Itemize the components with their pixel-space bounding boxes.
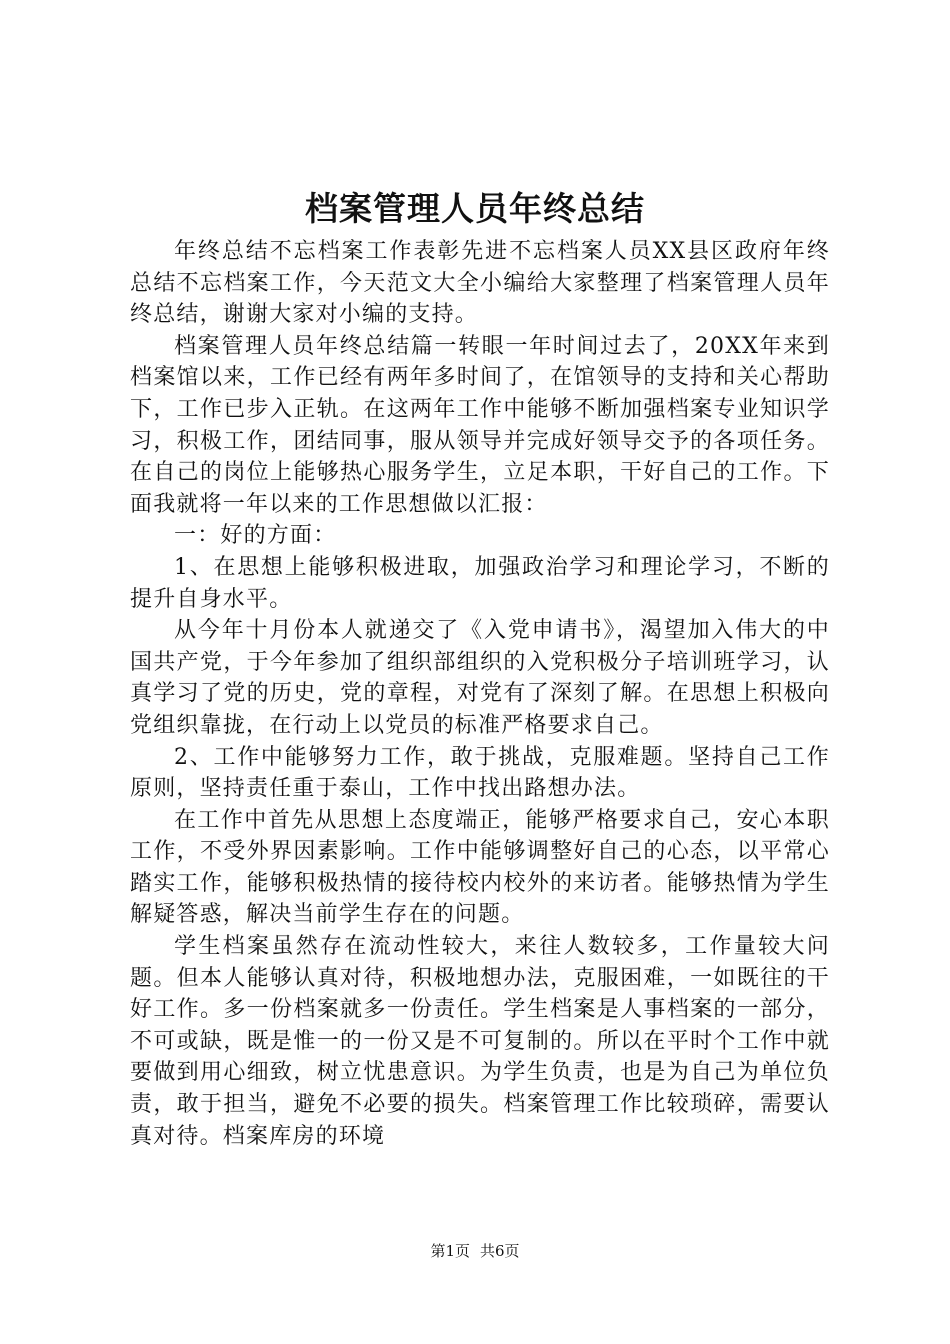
paragraph: 从今年十月份本人就递交了《入党申请书》，渴望加入伟大的中国共产党，于今年参加了组织部组织的入党积极分子培训班学习，认真学习了党的历史，党的章程，对党有了深刻了解。在思想上积极向党组织靠拢，在行动上以党员的标准严格要求自己。 [130, 618, 830, 738]
paragraph: 学生档案虽然存在流动性较大，来往人数较多，工作量较大问题。但本人能够认真对待，积极地想办法，克服困难，一如既往的干好工作。多一份档案就多一份责任。学生档案是人事档案的一部分，不可或缺，既是惟一的一份又是不可复制的。所以在平时个工作中就要做到用心细致，树立忧患意识。为学生负责，也是为自己为单位负责，敢于担当，避免不必要的损失。档案管理工作比较琐碎，需要认真对待。档案库房的环境 [130, 934, 830, 1149]
paragraph: 2、工作中能够努力工作，敢于挑战，克服难题。坚持自己工作原则，坚持责任重于泰山，工作中找出路想办法。 [130, 744, 830, 802]
paragraph: 年终总结不忘档案工作表彰先进不忘档案人员XX县区政府年终总结不忘档案工作，今天范文大全小编给大家整理了档案管理人员年终总结，谢谢大家对小编的支持。 [130, 239, 830, 328]
paragraph: 在工作中首先从思想上态度端正，能够严格要求自己，安心本职工作，不受外界因素影响。工作中能够调整好自己的心态，以平常心踏实工作，能够积极热情的接待校内校外的来访者。能够热情为学生解疑答惑，解决当前学生存在的问题。 [130, 807, 830, 928]
document-title: 档案管理人员年终总结 [305, 189, 645, 228]
paragraph: 1、在思想上能够积极进取，加强政治学习和理论学习，不断的提升自身水平。 [130, 554, 830, 612]
page-footer [0, 1240, 950, 1262]
paragraph: 一：好的方面： [174, 523, 337, 549]
page-total: 共6页 [480, 1242, 520, 1260]
document-body [130, 236, 830, 1152]
paragraph: 档案管理人员年终总结篇一转眼一年时间过去了，20XX年来到档案馆以来，工作已经有两年多时间了，在馆领导的支持和关心帮助下，工作已步入正轨。在这两年工作中能够不断加强档案专业知识学习，积极工作，团结同事，服从领导并完成好领导交予的各项任务。在自己的岗位上能够热心服务学生，立足本职，干好自己的工作。下面我就将一年以来的工作思想做以汇报： [130, 333, 830, 517]
page-number: 第1页 [430, 1242, 470, 1260]
